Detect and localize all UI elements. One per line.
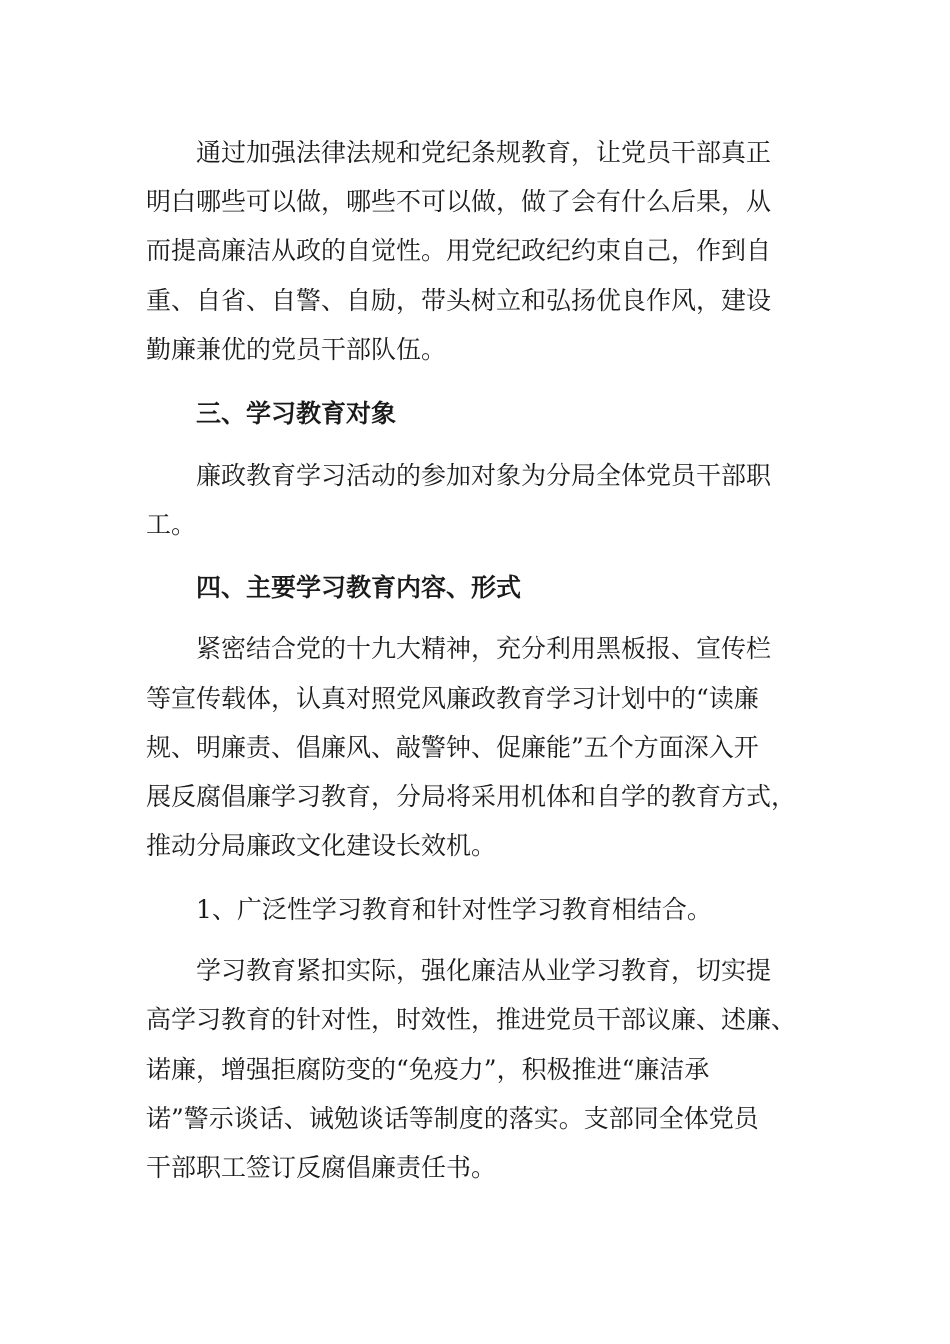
section-heading: 三、学习教育对象 [196, 399, 397, 428]
paragraph-line: 展反腐倡廉学习教育，分局将采用机体和自学的教育方式， [146, 782, 797, 811]
paragraph-line: 重、自省、自警、自励，带头树立和弘扬优良作风，建设 [146, 286, 772, 315]
list-item-heading: 1、广泛性学习教育和针对性学习教育相结合。 [196, 895, 712, 924]
paragraph-line: 高学习教育的针对性，时效性，推进党员干部议廉、述廉、 [146, 1005, 797, 1034]
paragraph-line: 工。 [146, 510, 197, 539]
paragraph-line: 学习教育紧扣实际，强化廉洁从业学习教育，切实提 [196, 956, 772, 985]
section-heading: 四、主要学习教育内容、形式 [196, 573, 522, 602]
paragraph-line: 干部职工签订反腐倡廉责任书。 [146, 1153, 497, 1182]
paragraph-line: 明白哪些可以做，哪些不可以做，做了会有什么后果，从 [146, 187, 772, 216]
paragraph-line: 规、明廉责、倡廉风、敲警钟、促廉能”五个方面深入开 [146, 733, 759, 762]
paragraph-line: 勤廉兼优的党员干部队伍。 [146, 335, 447, 364]
paragraph-line: 通过加强法律法规和党纪条规教育，让党员干部真正 [196, 138, 772, 167]
paragraph-line: 紧密结合党的十九大精神，充分利用黑板报、宣传栏 [196, 634, 772, 663]
paragraph-line: 诺”警示谈话、诫勉谈话等制度的落实。支部同全体党员 [146, 1104, 759, 1133]
paragraph-line: 诺廉，增强拒腐防变的“免疫力”，积极推进“廉洁承 [146, 1055, 710, 1084]
paragraph-line: 推动分局廉政文化建设长效机。 [146, 831, 497, 860]
paragraph-line: 等宣传载体，认真对照党风廉政教育学习计划中的“读廉 [146, 684, 759, 713]
paragraph-line: 而提高廉洁从政的自觉性。用党纪政纪约束自己，作到自 [146, 236, 772, 265]
paragraph-line: 廉政教育学习活动的参加对象为分局全体党员干部职 [196, 461, 772, 490]
